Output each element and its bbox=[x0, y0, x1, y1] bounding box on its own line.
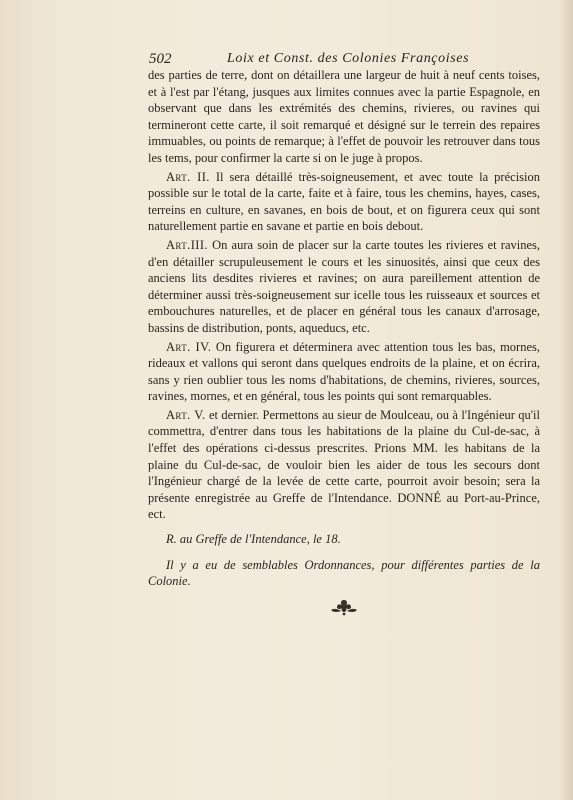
article-2 bbox=[148, 169, 540, 235]
paragraph-text: des parties de terre, dont on détaillera une largeur de huit à neuf cents toises, et à l'est par l'étang, jusques aux limites connues avec la partie Espagnole, en observant que dans les extrémités des chemins, rivieres, ou ravines qui termineront cette carte, il soit remarqué et désigné sur le terrein des repaires immuables, ou points de remarque; à l'effet de pouvoir les retrouver dans tous les tems, pour confirmer la carte si on le juge à propos. bbox=[148, 68, 540, 165]
article-number: Art. V. bbox=[166, 407, 206, 422]
running-title: Loix et Const. des Colonies Françoises bbox=[227, 51, 470, 66]
article-text: et dernier. Permettons au sieur de Moulceau, ou à l'Ingénieur qu'il commettra, d'entrer dans tous les habitations de la plaine du Cul-de-sac, à l'effet des opérations ci-dessus prescrites. Prions MM. les habitans de la plaine du Cul-de-sac, de vouloir bien les aider de tous les secours dont l'Ingénieur chargé de la levée de cette carte, pourroit avoir besoin; sera la présente enregistrée au Greffe de l'Intendance. DONNÉ au Port-au-Prince, ect. bbox=[148, 407, 540, 522]
article-5 bbox=[148, 407, 540, 523]
page-edge-shadow bbox=[559, 0, 573, 800]
article-text: On figurera et déterminera avec attention tous les bas, mornes, rideaux et vallons qui seront dans quelques endroits de la plaine, et on écrira, sans y rien oublier tous les noms d'habitations, de chemins, rivieres, sources, ravines, mornes, et en général, tous les points qui sont remarquables. bbox=[148, 339, 541, 404]
article-text: Il sera détaillé très-soigneusement, et avec toute la précision possible sur le total de la carte, faite et à faire, tous les chemins, hayes, cases, terreins en culture, en savanes, en bois de bout, et on figurera ceux qui sont naturellement partie en savane et partie en bois debout. bbox=[148, 169, 540, 234]
registration-note: R. au Greffe de l'Intendance, le 18. bbox=[166, 532, 341, 547]
similar-ordinances-note: Il y a eu de semblables Ordonnances, pour différentes parties de la Colonie. bbox=[148, 557, 540, 589]
fleuron-ornament-icon bbox=[328, 598, 360, 616]
article-4 bbox=[148, 339, 540, 405]
article-number: Art. II. bbox=[166, 169, 210, 184]
article-number: Art.III. bbox=[166, 237, 208, 252]
page-header bbox=[149, 50, 541, 68]
article-text: On aura soin de placer sur la carte toutes les rivieres et ravines, d'en détailler scrupuleusement le cours et les sinuosités, ainsi que ceux des anciens lits desdites rivieres et ravines; on aura pareillement attention de déterminer aussi très-soigneusement sur icelle tous les ruisseaux et sources et embouchures naturelles, et de placer en général tous les canaux d'arrosage, bassins de distribution, ponts, aqueducs, etc. bbox=[148, 237, 540, 335]
body-text bbox=[148, 67, 540, 590]
page-number: 502 bbox=[149, 51, 172, 67]
article-number: Art. IV. bbox=[166, 339, 212, 354]
article-3 bbox=[148, 237, 540, 337]
paragraph-intro bbox=[148, 67, 540, 167]
